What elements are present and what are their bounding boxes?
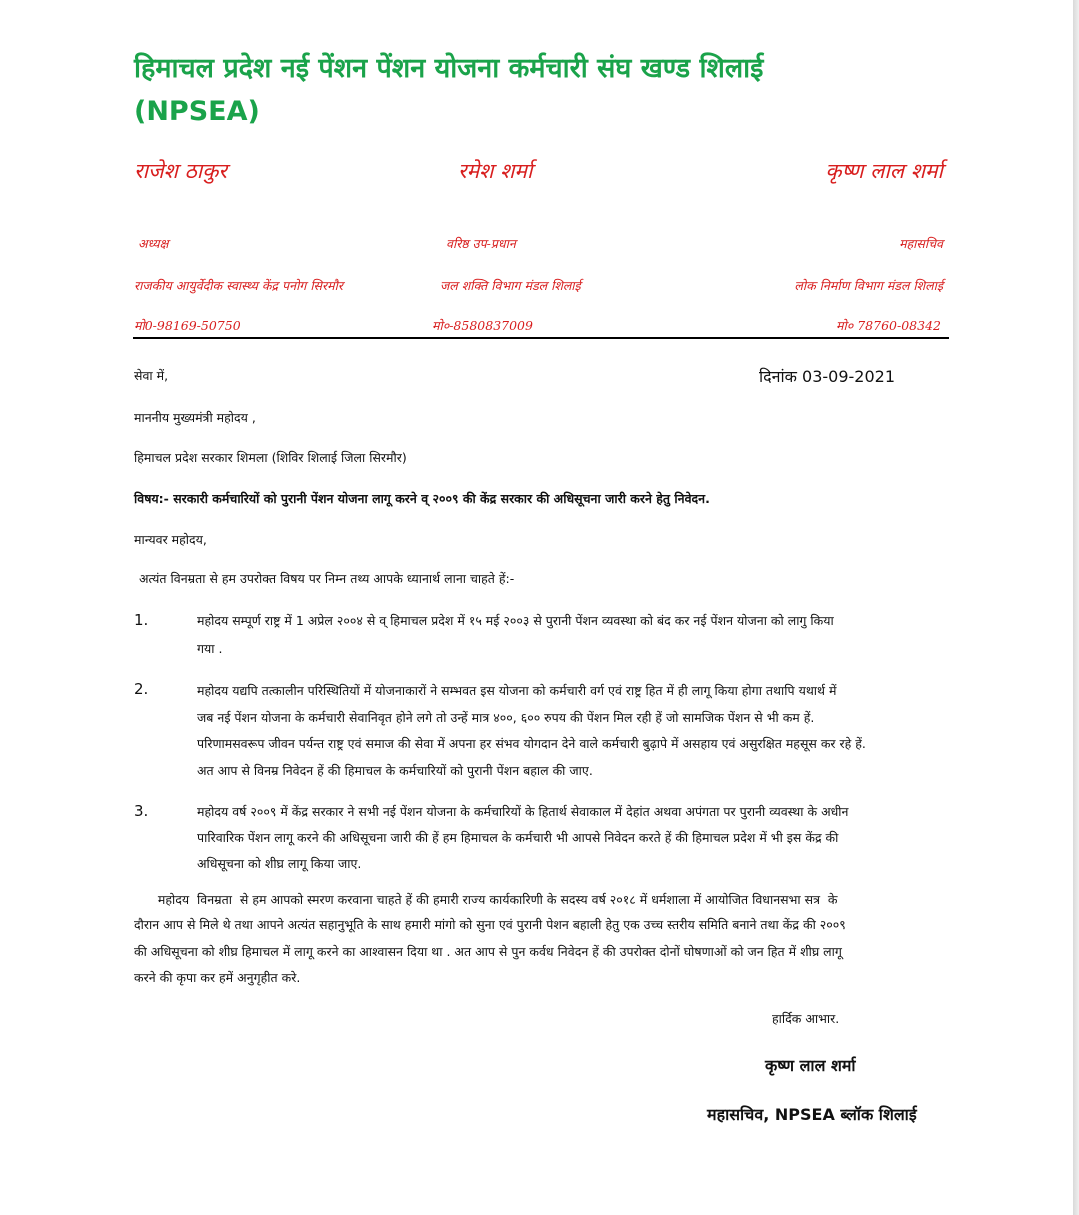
letter-date: दिनांक 03-09-2021 xyxy=(759,367,896,386)
letter-to: सेवा में, xyxy=(134,368,169,383)
closing-line: करने की कृपा कर हमें अनुगृहीत करे. xyxy=(134,970,301,985)
closing-line: दौरान आप से मिले थे तथा आपने अत्यंत सहानुभूति के साथ हमारी मांगो को सुना एवं पुरानी पेशन बहाली हेतु एक उच्च स्तरीय समिति बनाने तथा केंद्र की २००९ xyxy=(134,917,846,932)
letter-salutation: मान्यवर महोदय, xyxy=(134,532,207,547)
signatory-name: कृष्ण लाल शर्मा xyxy=(765,1056,856,1075)
org-title-line1: हिमाचल प्रदेश नई पेंशन पेंशन योजना कर्मचारी संघ खण्ड शिलाई xyxy=(134,53,764,84)
officer-name-vice-president: रमेश शर्मा xyxy=(458,159,533,183)
officer-name-president: राजेश ठाकुर xyxy=(134,159,227,183)
point-number: 2. xyxy=(134,680,149,698)
officer-phone-president: मो0-98169-50750 xyxy=(134,318,241,333)
point-1-line: गया . xyxy=(197,641,223,656)
officer-post-vice-president: वरिष्ठ उप-प्रधान xyxy=(446,236,516,251)
letter-address: हिमाचल प्रदेश सरकार शिमला (शिविर शिलाई जिला सिरमौर) xyxy=(134,450,407,465)
point-3-line: अधिसूचना को शीघ्र लागू किया जाए. xyxy=(197,856,362,871)
officer-post-president: अध्यक्ष xyxy=(138,236,169,251)
point-2-line: जब नई पेंशन योजना के कर्मचारी सेवानिवृत होने लगे तो उन्हें मात्र ४००, ६०० रुपय की पेंशन मिल रही हें जो सामजिक पेंशन से भी कम हें. xyxy=(197,710,815,725)
point-3-line: पारिवारिक पेंशन लागू करने की अधिसूचना जारी की हें हम हिमाचल के कर्मचारी भी आपसे निवेदन करते हें की हिमाचल प्रदेश में भी इस केंद्र की xyxy=(197,830,839,845)
point-2-line: परिणामसवरूप जीवन पर्यन्त राष्ट्र एवं समाज की सेवा में अपना हर संभव योगदान देने वाले कर्मचारी बुढ़ापे में असहाय एवं असुरक्षित महसूस कर रहे हें. xyxy=(197,736,866,751)
officer-office-general-secretary: लोक निर्माण विभाग मंडल शिलाई xyxy=(794,278,943,293)
point-2-line: महोदय यद्यपि तत्कालीन परिस्थितियों में योजनाकारों ने सम्भवत इस योजना को कर्मचारी वर्ग एवं राष्ट्र हित में ही लागू किया होगा तथापि यथार्थ में xyxy=(197,683,837,698)
officer-post-general-secretary: महासचिव xyxy=(899,236,943,251)
officer-office-vice-president: जल शक्ति विभाग मंडल शिलाई xyxy=(440,278,581,293)
point-2-line: अत आप से विनम्र निवेदन हें की हिमाचल के कर्मचारियों को पुरानी पेंशन बहाल की जाए. xyxy=(197,763,593,778)
closing-line: की अधिसूचना को शीघ्र हिमाचल में लागू करने का आश्वासन दिया था . अत आप से पुन कर्वध निवेदन हें की उपरोक्त दोनों घोषणाओं को जन हित में शीघ्र लागू xyxy=(134,944,842,959)
officer-name-general-secretary: कृष्ण लाल शर्मा xyxy=(825,159,943,183)
signatory-designation: महासचिव, NPSEA ब्लॉक शिलाई xyxy=(707,1105,917,1124)
page-edge-shadow xyxy=(1073,0,1079,1215)
point-number: 1. xyxy=(134,611,149,629)
point-3-line: महोदय वर्ष २००९ में केंद्र सरकार ने सभी नई पेंशन योजना के कर्मचारियों के हितार्थ सेवाकाल में देहांत अथवा अपंगता पर पुरानी व्यवस्था के अधीन xyxy=(197,804,849,819)
letter-intro: अत्यंत विनम्रता से हम उपरोक्त विषय पर निम्न तथ्य आपके ध्यानार्थ लाना चाहते हें:- xyxy=(139,571,515,586)
letter-addressee: माननीय मुख्यमंत्री महोदय , xyxy=(134,410,256,425)
officer-phone-general-secretary: मो० 78760-08342 xyxy=(836,318,941,333)
closing-line: महोदय विनम्रता से हम आपको स्मरण करवाना चाहते हें की हमारी राज्य कार्यकारिणी के सदस्य वर्ष २०१८ में धर्मशाला में आयोजित विधानसभा सत्र के xyxy=(134,892,838,907)
org-title-line2: (NPSEA) xyxy=(134,96,260,127)
point-1-line: महोदय सम्पूर्ण राष्ट्र में 1 अप्रेल २००४ से व् हिमाचल प्रदेश में १५ मई २००३ से पुरानी पेंशन व्यवस्था को बंद कर नई पेंशन योजना को लागु किया xyxy=(197,613,834,628)
point-number: 3. xyxy=(134,802,149,820)
letter-subject: विषय:- सरकारी कर्मचारियों को पुरानी पेंशन योजना लागू करने व् २००९ की केंद्र सरकार की अधिसूचना जारी करने हेतु निवेदन. xyxy=(134,491,710,506)
officer-office-president: राजकीय आयुर्वेदीक स्वास्थ्य केंद्र पनोग सिरमौर xyxy=(134,278,343,293)
officer-phone-vice-president: मो०-8580837009 xyxy=(432,318,533,333)
thanks-note: हार्दिक आभार. xyxy=(772,1011,840,1026)
header-divider xyxy=(133,337,949,339)
